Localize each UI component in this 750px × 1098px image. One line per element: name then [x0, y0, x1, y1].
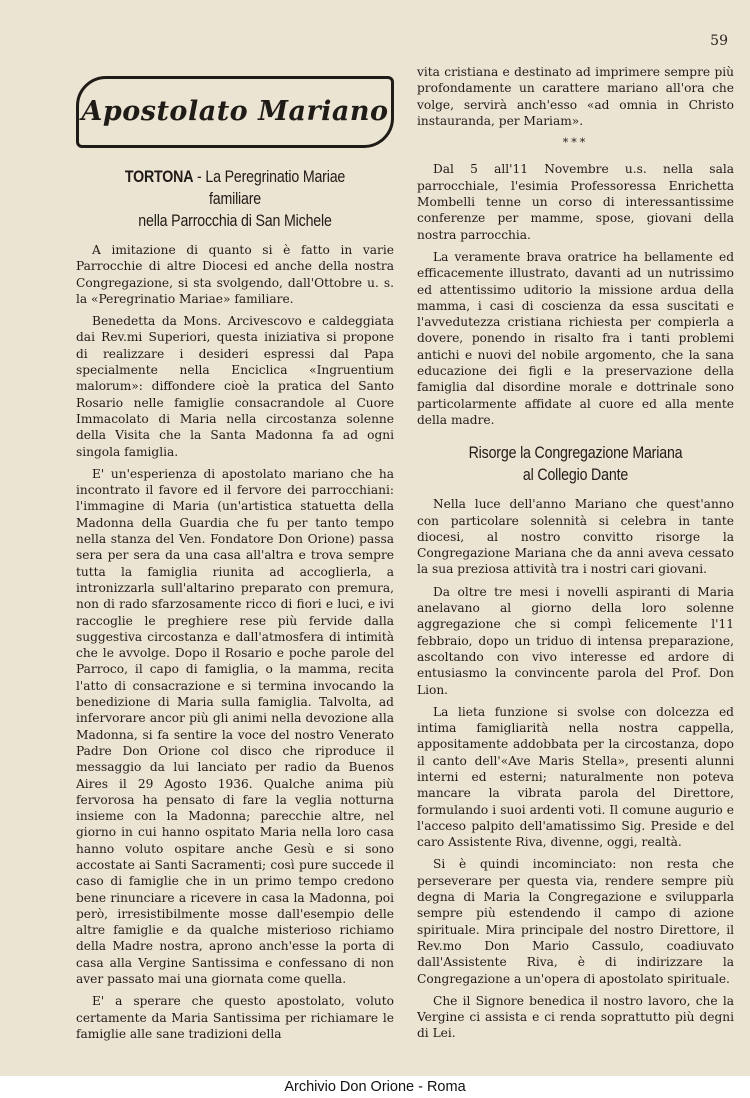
- article1-headline-line2: nella Parrocchia di San Michele: [138, 212, 332, 230]
- article1-headline-rest: La Peregrinatio Mariae familiare: [205, 168, 346, 208]
- article1-continuation: vita cristiana e destinato ad imprimere sempre più profondamente un carattere mariano all'ora che volge, servirà anch'esso «ad omnia in Christo instauranda, per Mariam».: [417, 65, 734, 128]
- section-banner: [76, 76, 394, 148]
- article3-paragraph: Da oltre tre mesi i novelli aspiranti di Maria anelavano al giorno della loro solenne aggregazione che si compì felicemente l'11 febbraio, dopo un triduo di intensa preparazione, ascoltando con vivo interesse ed ardore di entusiasmo la convincente parola del Prof. Don Lion.: [417, 584, 734, 697]
- article1-headline-place: TORTONA: [124, 168, 194, 186]
- article3-headline-line1: Risorge la Congregazione Mariana: [468, 444, 683, 463]
- right-column: [417, 64, 734, 1048]
- article3-headline: [439, 442, 712, 486]
- article1-paragraph: Benedetta da Mons. Arcivescovo e caldeggiata dai Rev.mi Superiori, questa iniziativa si propone di realizzare i desideri espressi dal Papa specialmente nella Enciclica «Ingruentium malorum»: diffondere cioè la pratica del Santo Rosario nelle famiglie consacrandole al Cuore Immacolato di Maria nella circostanza solenne della Visita che la Santa Madonna fa ad ogni singola famiglia.: [76, 314, 394, 459]
- article1-paragraph: E' un'esperienza di apostolato mariano che ha incontrato il favore ed il fervore dei parrocchiani: l'immagine di Maria (un'artistica statuetta della Madonna della Guardia che fu per tanto tempo nella stanza del Ven. Fondatore Don Orione) passa sera per sera da una casa all'altra e trova sempre tutta la famiglia riunita ad accoglierla, a intronizzarla sull'altarino preparato con premura, non di rado sfarzosamente ricco di fiori e luci, e ivi raccoglie le preghiere rese più fervide dalla suggestiva circostanza e dall'atmosfera di intimità che le avvolge. Dopo il Rosario e poche parole del Parroco, il capo di famiglia, o la mamma, recita l'atto di consacrazione e si termina invocando la benedizione di Maria sulla famiglia. Talvolta, ad infervorare ancor più gli animi nella devozione alla Madonna, si fa sentire la voce del nostro Venerato Padre Don Orione col disco che riproduce il messaggio da lui lanciato per radio da Buenos Aires il 29 Agosto 1936. Qualche anima più fervorosa ha pensato di fare la veglia notturna insieme con la Madonna; parecchie altre, nel giorno in cui hanno ospitato Maria nella loro casa hanno voluto ospitare anche Gesù e si sono accostate ai Santi Sacramenti; così pure succede il caso di famiglie che in un primo tempo credono bene rinunciare a ricevere in casa la Madonna, poi però, irresistibilmente mosse dall'esempio delle altre famiglie e da qualche misterioso richiamo della Madre nostra, aprono anch'esse la porta di casa alla Vergine Santissima e confessano di non aver passato mai una giornata come quella.: [76, 466, 394, 987]
- article3-paragraph: Nella luce dell'anno Mariano che quest'anno con particolare solennità si celebra in tante diocesi, al nostro convitto risorge la Congregazione Mariana che da anni aveva cessato la sua preziosa attività tra i nostri cari giovani.: [417, 497, 734, 577]
- article3-headline-line2: al Collegio Dante: [522, 466, 629, 485]
- banner-title: Apostolato Mariano: [81, 95, 389, 127]
- page-number: 59: [710, 33, 728, 49]
- archive-footer: Archivio Don Orione - Roma: [0, 1076, 750, 1098]
- left-column: [76, 62, 394, 1048]
- article3-paragraph: La lieta funzione si svolse con dolcezza ed intima famigliarità nella nostra cappella, appositamente addobbata per la circostanza, dopo il canto dell'«Ave Maris Stella», presenti alunni interni ed esterni; naturalmente non poteva mancare la vibrata parola del Direttore, formulando i suoi ardenti voti. Il comune augurio e l'acceso palpito dell'amatissimo Sig. Preside e del caro Assistente Riva, divenne, oggi, realtà.: [417, 704, 734, 850]
- article1-paragraph: A imitazione di quanto si è fatto in varie Parrocchie di altre Diocesi ed anche della nostra Congregazione, si sta svolgendo, dall'Ottobre u. s. la «Peregrinatio Mariae» familiare.: [76, 243, 394, 306]
- article3-paragraph: Si è quindi incominciato: non resta che perseverare per questa via, rendere sempre più degna di Maria la Congregazione e svilupparla sempre più estendendo il campo di azione spirituale. Mira principale del nostro Direttore, il Rev.mo Don Mario Cassulo, coadiuvato dall'Assistente Riva, è di indirizzare la Congregazione a un'opera di apostolato spirituale.: [417, 857, 734, 986]
- article2-paragraph: La veramente brava oratrice ha bellamente ed efficacemente illustrato, davanti ad un nutrissimo ed attentissimo uditorio la missione ardua della mamma, i casi di coscienza da essa suscitati e l'avvedutezza cristiana richiesta per compierla a dovere, ponendo in risalto fra i tanti problemi antichi e nuovi del nobile argomento, che la sana educazione dei figli e la preservazione della famiglia dal disordine morale e dottrinale sono particolarmente affidate al cuore ed alla mente della madre.: [417, 249, 734, 427]
- article3-paragraph: Che il Signore benedica il nostro lavoro, che la Vergine ci assista e ci renda soprattutto più degni di Lei.: [417, 993, 734, 1041]
- article2-paragraph: Dal 5 all'11 Novembre u.s. nella sala parrocchiale, l'esimia Professoressa Enrichetta Mombelli tenne un corso di interessantissime conferenze per mamme, spose, giovani della nostra parrocchia.: [417, 162, 734, 242]
- article1-paragraph: E' a sperare che questo apostolato, voluto certamente da Maria Santissima per richiamare le famiglie alle sane tradizioni della: [76, 994, 394, 1041]
- section-separator: ***: [562, 136, 589, 150]
- article1-headline: TORTONA - La Peregrinatio Mariae familiare nella Parrocchia di San Michele: [98, 166, 371, 232]
